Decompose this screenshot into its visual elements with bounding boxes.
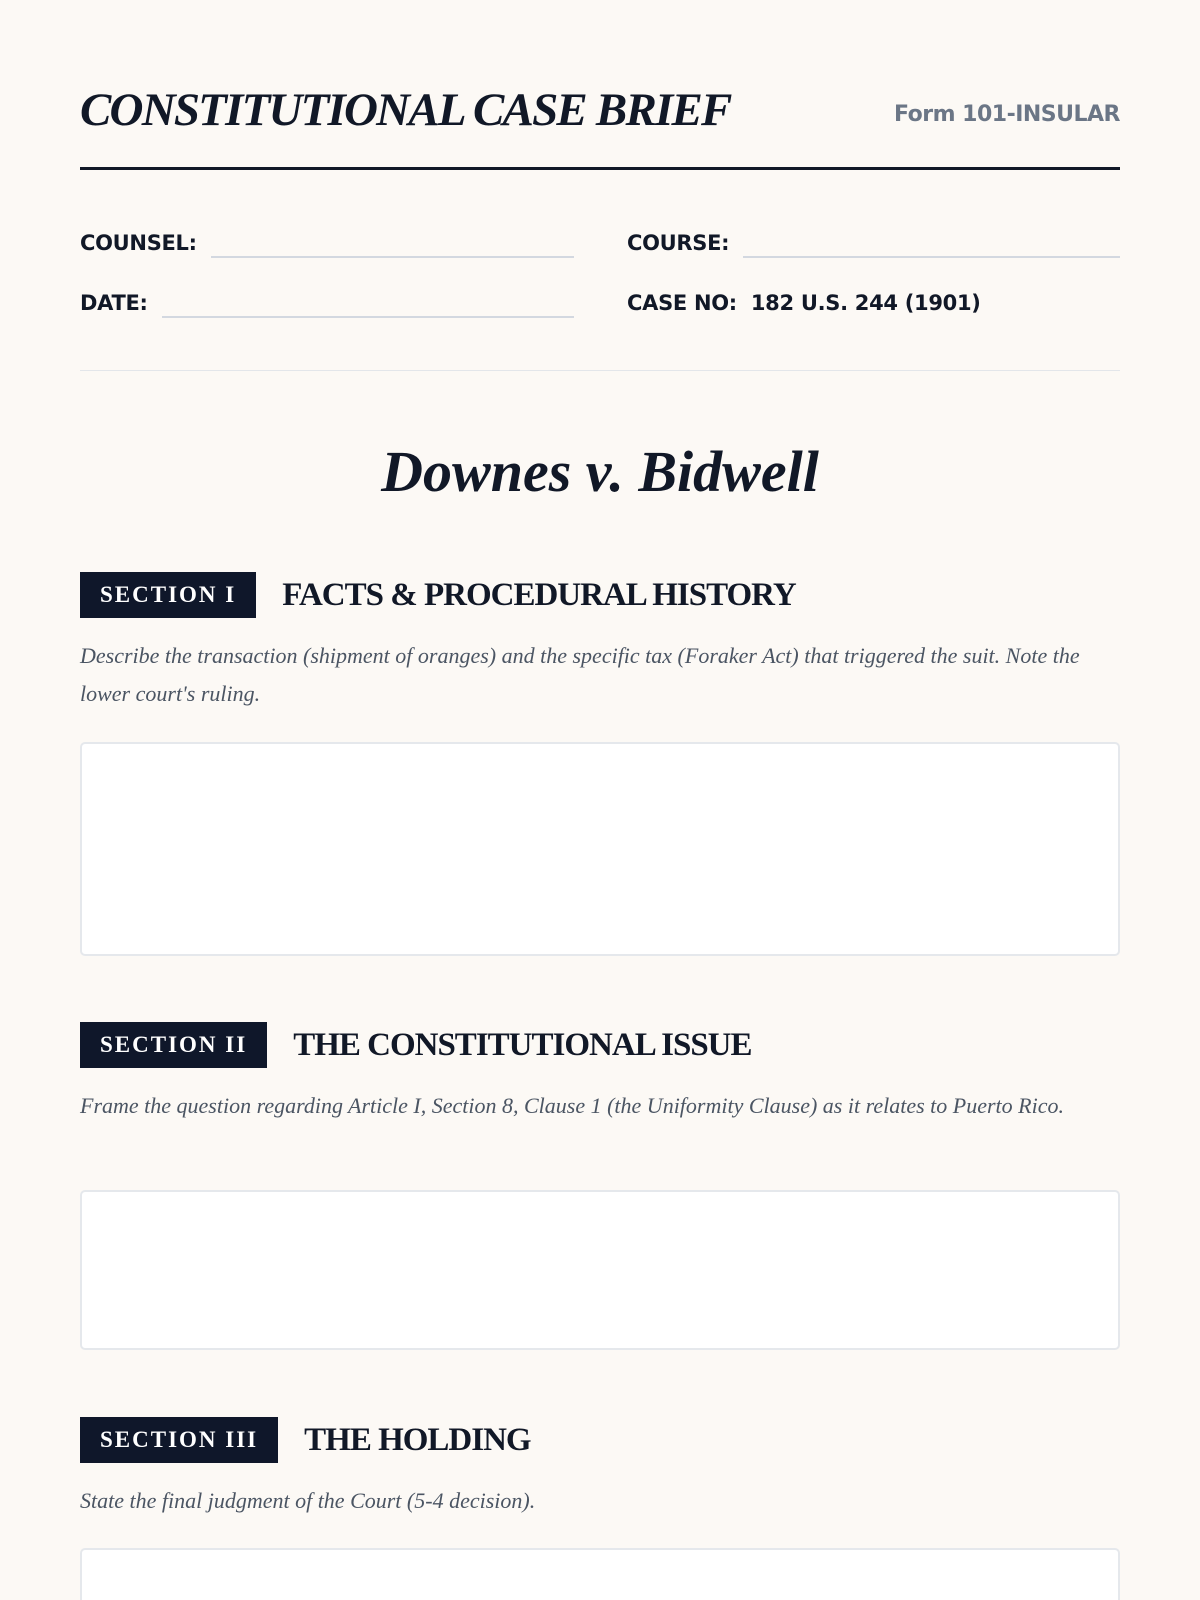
section-1-instructions: Describe the transaction (shipment of oranges) and the specific tax (Foraker Act) that triggered the suit. Note the lower court's ruling. — [80, 643, 1080, 706]
course-row — [627, 219, 1120, 259]
section-3-answer-box[interactable] — [80, 1548, 1120, 1600]
header-divider — [80, 370, 1120, 371]
course-field[interactable] — [743, 232, 1120, 258]
section-3-title: THE HOLDING — [304, 1421, 531, 1458]
section-2-title: THE CONSTITUTIONAL ISSUE — [293, 1026, 752, 1063]
section-1-header — [80, 572, 796, 618]
section-2-header — [80, 1022, 752, 1068]
date-row — [80, 279, 574, 319]
section-1-answer-box[interactable] — [80, 742, 1120, 956]
form-title: CONSTITUTIONAL CASE BRIEF — [80, 84, 731, 136]
case-no-row — [627, 279, 1120, 319]
form-header — [80, 82, 1120, 170]
section-3-instructions: State the final judgment of the Court (5-4 decision). — [80, 1488, 536, 1513]
section-1-title: FACTS & PROCEDURAL HISTORY — [282, 576, 796, 613]
section-2-badge: SECTION II — [80, 1022, 267, 1068]
section-3-header — [80, 1417, 531, 1463]
case-no-value: 182 U.S. 244 (1901) — [750, 291, 981, 315]
section-1-badge: SECTION I — [80, 572, 256, 618]
course-label: COURSE: — [627, 231, 730, 255]
counsel-row — [80, 219, 574, 259]
counsel-field[interactable] — [211, 232, 574, 258]
date-label: DATE: — [80, 291, 148, 315]
section-3-badge: SECTION III — [80, 1417, 278, 1463]
section-2-instructions: Frame the question regarding Article I, Section 8, Clause 1 (the Uniformity Clause) as it relates to Puerto Rico. — [80, 1093, 1064, 1118]
case-no-label: CASE NO: — [627, 291, 737, 315]
section-2-answer-box[interactable] — [80, 1190, 1120, 1350]
date-field[interactable] — [162, 292, 574, 318]
counsel-label: COUNSEL: — [80, 231, 197, 255]
case-name: Downes v. Bidwell — [381, 439, 819, 504]
form-id: Form 101-INSULAR — [893, 102, 1120, 127]
